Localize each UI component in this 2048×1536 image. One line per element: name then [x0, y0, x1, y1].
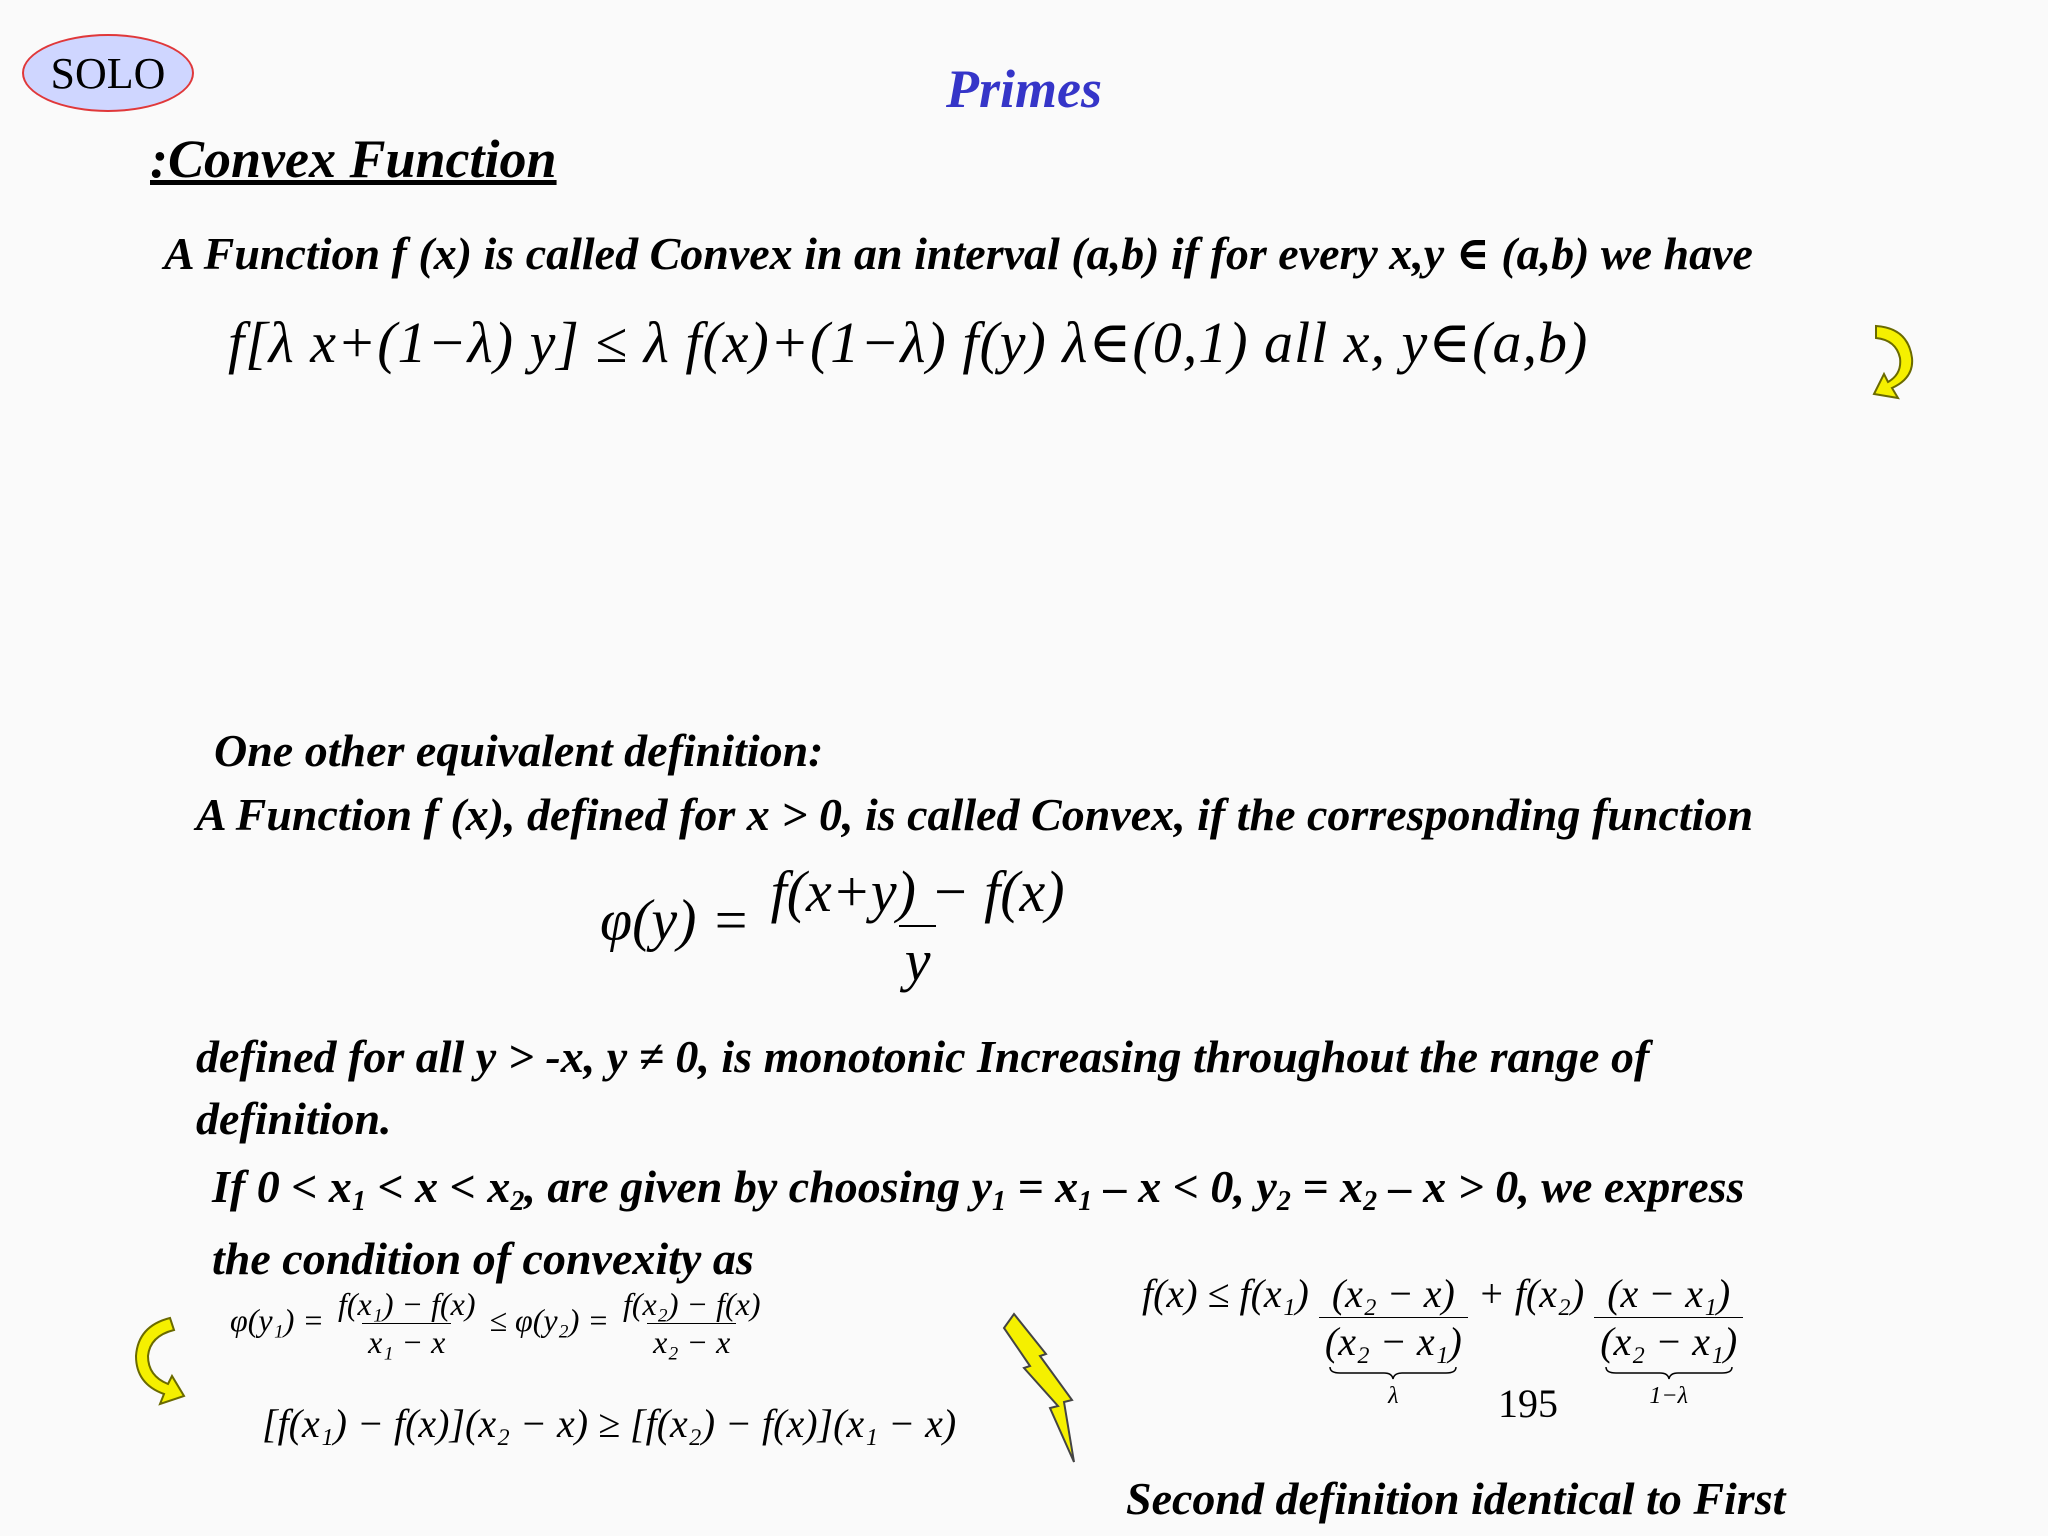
solo-badge-label: SOLO — [50, 48, 166, 98]
if-sub-1: 1 — [351, 1186, 366, 1217]
monotonic-line-2: definition. — [196, 1093, 392, 1144]
one-minus-lambda-fraction — [1594, 1270, 1743, 1365]
phi-y2-numerator: f(x₂) − f(x) — [622, 1286, 761, 1322]
if-text-6: = x — [1290, 1161, 1364, 1212]
section-heading: :Convex Function — [150, 129, 557, 189]
definition-2: A Function f (x), defined for x > 0, is called Convex, if the corresponding function — [196, 789, 1754, 840]
convex-combination-equation — [1142, 1270, 1743, 1410]
conclusion-text: Second definition identical to First — [1126, 1473, 1786, 1524]
one-minus-lambda-label: 1−λ — [1649, 1383, 1688, 1409]
phi-fraction — [765, 858, 1071, 994]
phi-numerator: f(x+y) − f(x) — [770, 859, 1065, 924]
if-text-1: If 0 < x — [212, 1161, 352, 1212]
lambda-numerator: (x₂ − x) — [1331, 1271, 1455, 1316]
if-sub-5: 2 — [1276, 1186, 1291, 1217]
if-text-5: – x < 0, y — [1092, 1161, 1277, 1212]
curved-arrow-left-icon — [120, 1310, 190, 1410]
phi-y1-lhs: φ(y₁) = — [230, 1301, 324, 1338]
cross-multiplied-inequality: [f(x₁) − f(x)](x₂ − x) ≥ [f(x₂) − f(x)](x₁ − x) — [262, 1401, 957, 1446]
lambda-label: λ — [1388, 1383, 1399, 1409]
lambda-brace-group — [1319, 1270, 1468, 1410]
if-condition-line-2: the condition of convexity as — [212, 1233, 754, 1284]
if-condition-line — [212, 1160, 1744, 1218]
curved-arrow-down-icon — [1868, 318, 1938, 408]
phi-denominator: y — [899, 925, 937, 994]
if-text-4: = x — [1006, 1161, 1079, 1212]
phi-comparison-equation — [230, 1286, 767, 1361]
underbrace-icon — [1328, 1365, 1458, 1381]
one-minus-lambda-brace-group — [1594, 1270, 1743, 1410]
one-minus-lambda-numerator: (x − x₁) — [1607, 1271, 1731, 1316]
page-title: Primes — [946, 59, 1102, 119]
other-definition-heading: One other equivalent definition: — [214, 725, 824, 776]
phi-y2-fraction — [617, 1286, 767, 1361]
fx-lhs: f(x) ≤ f(x₁) — [1142, 1271, 1309, 1316]
lightning-bolt-icon — [1000, 1310, 1090, 1470]
phi-y2-lhs: ≤ φ(y₂) = — [489, 1301, 609, 1338]
if-text-7: – x > 0, we express — [1377, 1161, 1745, 1212]
definition-1: A Function f (x) is called Convex in an interval (a,b) if for every x,y ∈ (a,b) we have — [164, 228, 1753, 279]
phi-y1-fraction — [332, 1286, 482, 1361]
phi-lhs: φ(y) = — [600, 887, 751, 953]
phi-y2-denominator: x₂ − x — [647, 1323, 736, 1361]
phi-y1-numerator: f(x₁) − f(x) — [337, 1286, 476, 1322]
phi-formula — [600, 858, 1071, 994]
monotonic-line-1: defined for all y > -x, y ≠ 0, is monotonic Increasing throughout the range of — [196, 1031, 1650, 1082]
plus-fx2: + f(x₂) — [1477, 1271, 1585, 1316]
if-sub-3: 1 — [992, 1186, 1006, 1217]
lambda-denominator: (x₂ − x₁) — [1319, 1317, 1468, 1365]
phi-y1-denominator: x₁ − x — [362, 1323, 451, 1361]
if-sub-4: 1 — [1078, 1186, 1093, 1217]
if-text-2: < x < x — [365, 1161, 511, 1212]
if-sub-6: 2 — [1363, 1186, 1378, 1217]
lambda-fraction — [1319, 1270, 1468, 1365]
one-minus-lambda-denominator: (x₂ − x₁) — [1594, 1317, 1743, 1365]
if-sub-2: 2 — [510, 1186, 525, 1217]
underbrace-icon — [1604, 1365, 1734, 1381]
convexity-inequality: f[λ x+(1−λ) y] ≤ λ f(x)+(1−λ) f(y) λ∈(0,1) all x, y∈(a,b) — [228, 310, 1589, 375]
page-number: 195 — [1498, 1381, 1558, 1426]
if-text-3: , are given by choosing y — [524, 1161, 992, 1212]
